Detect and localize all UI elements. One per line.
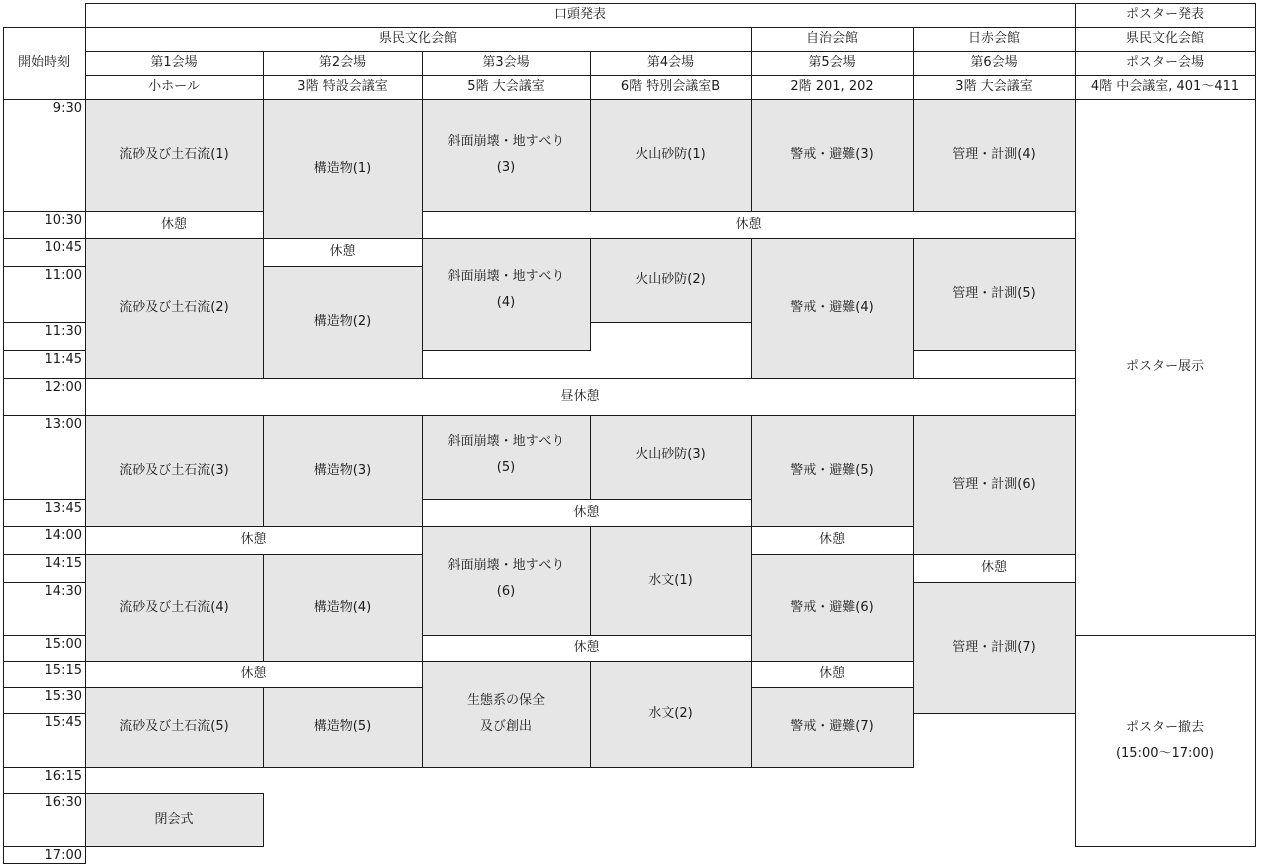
grid-line bbox=[1075, 378, 1076, 416]
room-2-label: 第2会場 bbox=[318, 55, 367, 70]
grid-line bbox=[3, 526, 4, 555]
grid-line bbox=[85, 415, 1076, 416]
time-label: 13:45 bbox=[44, 501, 82, 516]
grid-line bbox=[85, 238, 264, 239]
grid-line bbox=[590, 767, 752, 768]
grid-line bbox=[3, 661, 86, 662]
session-r4-hydrology-1: 水文(1) bbox=[590, 526, 751, 635]
grid-line bbox=[1255, 75, 1256, 100]
grid-line bbox=[3, 635, 4, 662]
grid-line bbox=[85, 51, 264, 52]
time-label: 11:00 bbox=[44, 268, 82, 283]
grid-line bbox=[751, 51, 914, 52]
grid-line bbox=[3, 378, 4, 416]
grid-line bbox=[3, 713, 4, 768]
grid-line bbox=[85, 378, 1076, 379]
room-1-floor: 小ホール bbox=[148, 79, 200, 94]
session-r2-structures-4: 構造物(4) bbox=[263, 554, 422, 661]
grid-line bbox=[263, 266, 423, 267]
grid-line bbox=[3, 635, 86, 636]
session-r5-warning-7: 警戒・避難(7) bbox=[751, 687, 913, 767]
grid-line bbox=[751, 75, 752, 100]
grid-line bbox=[1075, 51, 1256, 52]
grid-line bbox=[263, 266, 264, 379]
grid-line bbox=[263, 767, 423, 768]
session-r2-structures-2: 構造物(2) bbox=[263, 266, 422, 378]
grid-line bbox=[1255, 27, 1256, 52]
session-r5-warning-5: 警戒・避難(5) bbox=[751, 415, 913, 526]
grid-line bbox=[3, 211, 4, 239]
poster-exhibition: ポスター展示 bbox=[1125, 359, 1204, 374]
grid-line bbox=[590, 75, 591, 100]
grid-line bbox=[1075, 99, 1256, 100]
grid-line bbox=[913, 554, 914, 583]
grid-line bbox=[751, 499, 752, 527]
time-label: 16:15 bbox=[44, 769, 82, 784]
poster-removal: ポスター撤去 (15:00〜17:00) bbox=[1115, 719, 1215, 761]
room-6-floor: 3階 大会議室 bbox=[955, 79, 1033, 94]
break-r5-1400: 休憩 bbox=[818, 532, 845, 547]
session-r6-management-6: 管理・計測(6) bbox=[913, 415, 1075, 554]
grid-line bbox=[422, 499, 423, 527]
grid-line bbox=[85, 687, 86, 768]
grid-line bbox=[913, 415, 914, 555]
room-4-label: 第4会場 bbox=[646, 55, 695, 70]
grid-line bbox=[422, 211, 1076, 212]
session-r2-structures-3: 構造物(3) bbox=[263, 415, 422, 526]
grid-line bbox=[913, 554, 1076, 555]
grid-line bbox=[85, 211, 86, 239]
grid-line bbox=[590, 238, 591, 323]
session-r5-warning-4: 警戒・避難(4) bbox=[751, 238, 913, 378]
grid-line bbox=[422, 635, 752, 636]
grid-line bbox=[85, 661, 423, 662]
grid-line bbox=[3, 238, 86, 239]
grid-line bbox=[913, 75, 1076, 76]
grid-line bbox=[263, 687, 264, 768]
session-r3-slope-4: 斜面崩壊・地すべり (4) bbox=[422, 238, 590, 350]
time-label: 15:30 bbox=[44, 689, 82, 704]
time-label: 15:15 bbox=[44, 663, 82, 678]
grid-line bbox=[422, 99, 423, 212]
grid-line bbox=[85, 3, 86, 28]
grid-line bbox=[3, 846, 4, 864]
break-r2-1045: 休憩 bbox=[329, 244, 356, 259]
grid-line bbox=[3, 554, 4, 583]
poster-room-label: ポスター会場 bbox=[1125, 55, 1204, 70]
session-r6-management-5: 管理・計測(5) bbox=[913, 238, 1075, 350]
grid-line bbox=[85, 767, 264, 768]
grid-line bbox=[85, 846, 264, 847]
session-r1-sediment-2: 流砂及び土石流(2) bbox=[85, 238, 263, 378]
grid-line bbox=[422, 51, 591, 52]
venue-jichi-hall: 自治会館 bbox=[805, 31, 858, 46]
session-r6-management-7: 管理・計測(7) bbox=[913, 582, 1075, 713]
time-label: 14:00 bbox=[44, 528, 82, 543]
grid-line bbox=[3, 415, 4, 500]
grid-line bbox=[422, 767, 591, 768]
room-3-floor: 5階 大会議室 bbox=[467, 79, 545, 94]
grid-line bbox=[85, 526, 86, 555]
grid-line bbox=[422, 350, 591, 351]
grid-line bbox=[913, 582, 914, 714]
session-r5-warning-3: 警戒・避難(3) bbox=[751, 99, 913, 211]
grid-line bbox=[1255, 3, 1256, 28]
room-5-floor: 2階 201, 202 bbox=[790, 79, 874, 94]
venue-prefectural-hall: 県民文化会館 bbox=[378, 31, 457, 46]
grid-line bbox=[751, 661, 914, 662]
time-label: 17:00 bbox=[44, 848, 82, 863]
grid-line bbox=[3, 793, 86, 794]
grid-line bbox=[422, 635, 423, 662]
session-r3-ecosystem: 生態系の保全 及び創出 bbox=[422, 661, 590, 767]
grid-line bbox=[3, 350, 4, 379]
grid-line bbox=[590, 51, 591, 76]
grid-line bbox=[590, 99, 752, 100]
grid-line bbox=[85, 3, 1076, 4]
grid-line bbox=[751, 99, 914, 100]
grid-line bbox=[3, 793, 4, 847]
grid-line bbox=[3, 378, 86, 379]
room-1-label: 第1会場 bbox=[150, 55, 198, 70]
grid-line bbox=[422, 526, 423, 555]
grid-line bbox=[1075, 27, 1256, 28]
grid-line bbox=[3, 322, 86, 323]
grid-line bbox=[85, 793, 86, 847]
grid-line bbox=[751, 554, 914, 555]
break-r3-r6-1030: 休憩 bbox=[735, 216, 762, 232]
grid-line bbox=[422, 499, 752, 500]
grid-line bbox=[3, 713, 86, 714]
lunch-break: 昼休憩 bbox=[560, 388, 600, 404]
grid-line bbox=[263, 793, 264, 847]
grid-line bbox=[913, 51, 914, 76]
grid-line bbox=[3, 322, 4, 351]
session-r2-structures-5: 構造物(5) bbox=[263, 687, 422, 767]
break-r3-r4-1345: 休憩 bbox=[573, 504, 600, 520]
grid-line bbox=[1075, 635, 1256, 636]
room-6-label: 第6会場 bbox=[970, 55, 1018, 70]
grid-line bbox=[85, 687, 423, 688]
grid-line bbox=[3, 499, 4, 527]
session-r1-sediment-3: 流砂及び土石流(3) bbox=[85, 415, 263, 526]
grid-line bbox=[263, 99, 264, 239]
grid-line bbox=[85, 211, 264, 212]
grid-line bbox=[751, 75, 914, 76]
grid-line bbox=[3, 99, 4, 212]
grid-line bbox=[1075, 51, 1076, 76]
grid-line bbox=[751, 27, 752, 52]
grid-line bbox=[263, 415, 264, 527]
grid-line bbox=[3, 99, 86, 100]
grid-line bbox=[1075, 3, 1076, 28]
grid-line bbox=[751, 238, 752, 379]
grid-line bbox=[913, 99, 1076, 100]
grid-line bbox=[263, 75, 264, 100]
grid-line bbox=[422, 51, 423, 76]
grid-line bbox=[263, 238, 423, 239]
time-label: 14:15 bbox=[44, 556, 82, 571]
grid-line bbox=[1075, 635, 1076, 847]
grid-line bbox=[751, 526, 914, 527]
session-r4-volcanic-2: 火山砂防(2) bbox=[590, 238, 751, 322]
room-2-floor: 3階 特設会議室 bbox=[297, 79, 388, 94]
grid-line bbox=[751, 99, 752, 212]
grid-line bbox=[751, 51, 752, 76]
session-r4-volcanic-3: 火山砂防(3) bbox=[590, 415, 751, 499]
grid-line bbox=[751, 526, 752, 555]
grid-line bbox=[590, 415, 591, 500]
grid-line bbox=[3, 687, 4, 714]
grid-line bbox=[85, 27, 752, 28]
time-label: 15:45 bbox=[44, 715, 82, 730]
grid-line bbox=[3, 238, 4, 267]
session-r1-sediment-5: 流砂及び土石流(5) bbox=[85, 687, 263, 767]
session-r2-structures-1: 構造物(1) bbox=[263, 99, 422, 238]
grid-line bbox=[85, 99, 264, 100]
session-r1-sediment-4: 流砂及び土石流(4) bbox=[85, 554, 263, 661]
grid-line bbox=[263, 51, 264, 76]
venue-red-cross-hall: 日赤会館 bbox=[967, 31, 1020, 46]
grid-line bbox=[422, 661, 423, 688]
grid-line bbox=[1075, 3, 1256, 4]
break-r6-1415: 休憩 bbox=[980, 560, 1007, 575]
grid-line bbox=[913, 238, 914, 351]
session-r3-slope-5: 斜面崩壊・地すべり (5) bbox=[422, 415, 590, 499]
grid-line bbox=[913, 582, 1076, 583]
grid-line bbox=[3, 266, 86, 267]
time-label: 10:30 bbox=[44, 213, 82, 228]
grid-line bbox=[422, 75, 423, 100]
grid-line bbox=[3, 661, 4, 688]
start-time-header: 開始時刻 bbox=[17, 55, 70, 70]
time-label: 16:30 bbox=[44, 795, 82, 810]
grid-line bbox=[85, 75, 264, 76]
time-label: 15:00 bbox=[44, 637, 82, 652]
grid-line bbox=[3, 266, 4, 323]
grid-line bbox=[1075, 211, 1076, 239]
grid-line bbox=[85, 554, 86, 662]
session-r4-volcanic-1: 火山砂防(1) bbox=[590, 99, 751, 211]
grid-line bbox=[913, 27, 1076, 28]
grid-line bbox=[3, 767, 4, 794]
grid-line bbox=[1075, 75, 1076, 100]
grid-line bbox=[422, 661, 752, 662]
grid-line bbox=[263, 554, 264, 662]
room-5-label: 第5会場 bbox=[808, 55, 856, 70]
grid-line bbox=[913, 51, 1076, 52]
grid-line bbox=[85, 554, 423, 555]
grid-line bbox=[85, 846, 86, 864]
grid-line bbox=[913, 99, 914, 212]
grid-line bbox=[422, 211, 423, 239]
grid-line bbox=[913, 27, 914, 52]
grid-line bbox=[590, 51, 752, 52]
grid-line bbox=[422, 238, 1076, 239]
time-label: 13:00 bbox=[44, 417, 82, 432]
grid-line bbox=[263, 75, 423, 76]
grid-line bbox=[590, 661, 591, 768]
grid-line bbox=[85, 51, 86, 76]
session-r6-management-4: 管理・計測(4) bbox=[913, 99, 1075, 211]
grid-line bbox=[263, 238, 264, 267]
grid-line bbox=[3, 687, 86, 688]
poster-presentation-header: ポスター発表 bbox=[1125, 7, 1204, 22]
grid-line bbox=[913, 713, 1076, 714]
grid-line bbox=[751, 767, 914, 768]
room-3-label: 第3会場 bbox=[482, 55, 530, 70]
grid-line bbox=[422, 526, 752, 527]
grid-line bbox=[3, 846, 86, 847]
grid-line bbox=[85, 75, 86, 100]
session-r4-hydrology-2: 水文(2) bbox=[590, 661, 751, 767]
grid-line bbox=[1255, 635, 1256, 847]
break-r1-r2-1400: 休憩 bbox=[240, 532, 267, 547]
grid-line bbox=[85, 415, 86, 527]
grid-line bbox=[85, 793, 264, 794]
time-label: 11:45 bbox=[44, 352, 82, 367]
grid-line bbox=[263, 51, 423, 52]
grid-line bbox=[1075, 846, 1256, 847]
grid-line bbox=[590, 75, 752, 76]
session-r1-sediment-1: 流砂及び土石流(1) bbox=[85, 99, 263, 211]
grid-line bbox=[3, 211, 86, 212]
grid-line bbox=[3, 27, 86, 28]
grid-line bbox=[85, 238, 86, 379]
grid-line bbox=[3, 350, 86, 351]
time-label: 11:30 bbox=[44, 324, 82, 339]
grid-line bbox=[3, 27, 4, 100]
grid-line bbox=[1075, 99, 1076, 636]
grid-line bbox=[1255, 99, 1256, 636]
grid-line bbox=[913, 75, 914, 100]
break-r1-r2-1515: 休憩 bbox=[240, 666, 267, 681]
venue-poster-hall: 県民文化会館 bbox=[1125, 31, 1204, 46]
grid-line bbox=[85, 767, 86, 794]
grid-line bbox=[422, 415, 423, 500]
grid-line bbox=[85, 661, 86, 688]
break-r5-1515: 休憩 bbox=[818, 666, 845, 681]
grid-line bbox=[422, 238, 423, 351]
grid-line bbox=[913, 350, 1076, 351]
grid-line bbox=[85, 378, 86, 416]
session-r3-slope-3: 斜面崩壊・地すべり (3) bbox=[422, 99, 590, 211]
grid-line bbox=[1075, 27, 1076, 52]
grid-line bbox=[751, 635, 752, 662]
grid-line bbox=[422, 75, 591, 76]
time-label: 9:30 bbox=[52, 101, 82, 116]
grid-line bbox=[3, 554, 86, 555]
grid-line bbox=[751, 687, 914, 688]
time-label: 14:30 bbox=[44, 584, 82, 599]
time-label: 12:00 bbox=[44, 380, 82, 395]
poster-room-floor: 4階 中会議室, 401〜411 bbox=[1090, 79, 1240, 94]
grid-line bbox=[590, 99, 591, 212]
grid-line bbox=[263, 99, 423, 100]
oral-presentation-header: 口頭発表 bbox=[553, 7, 606, 22]
session-r5-warning-6: 警戒・避難(6) bbox=[751, 554, 913, 661]
grid-line bbox=[422, 99, 591, 100]
break-r3-r4-1500: 休憩 bbox=[573, 640, 600, 655]
grid-line bbox=[751, 687, 752, 768]
grid-line bbox=[3, 582, 86, 583]
grid-line bbox=[85, 99, 86, 212]
room-4-floor: 6階 特別会議室B bbox=[620, 79, 721, 94]
grid-line bbox=[85, 27, 86, 52]
grid-line bbox=[751, 661, 752, 688]
break-r1-1030: 休憩 bbox=[160, 216, 187, 232]
grid-line bbox=[590, 526, 591, 636]
grid-line bbox=[1255, 51, 1256, 76]
grid-line bbox=[3, 767, 86, 768]
grid-line bbox=[3, 499, 86, 500]
grid-line bbox=[3, 526, 86, 527]
grid-line bbox=[590, 322, 752, 323]
grid-line bbox=[751, 27, 914, 28]
session-r3-slope-6: 斜面崩壊・地すべり (6) bbox=[422, 526, 590, 635]
grid-line bbox=[3, 415, 86, 416]
grid-line bbox=[85, 526, 423, 527]
session-r1-closing-ceremony: 閉会式 bbox=[85, 793, 263, 846]
time-label: 10:45 bbox=[44, 240, 82, 255]
grid-line bbox=[1075, 75, 1256, 76]
grid-line bbox=[3, 582, 4, 636]
